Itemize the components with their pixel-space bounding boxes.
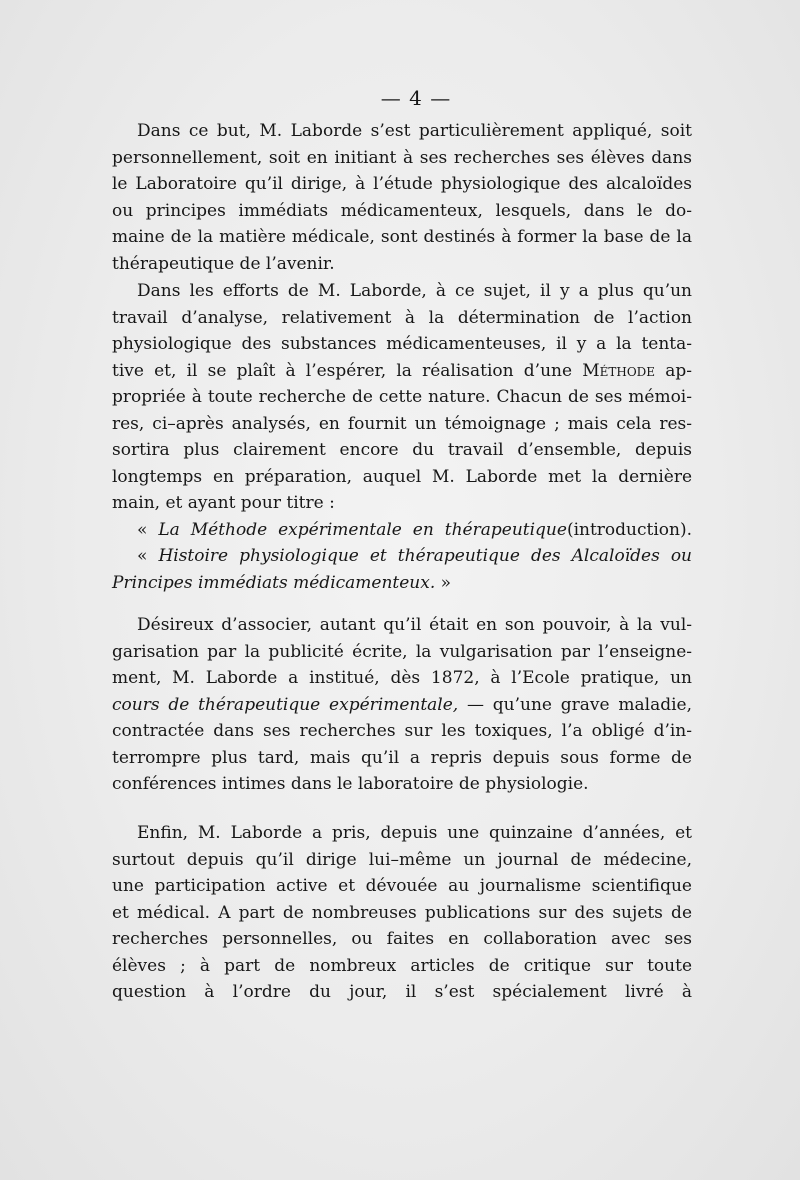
paragraph-2 [112, 278, 692, 596]
text-line: garisation par la publicité écrite, la vulgarisation par l’enseigne- [112, 641, 692, 662]
text-line: ment, M. Laborde a institué, dès 1872, à l’Ecole pratique, un [112, 668, 692, 688]
text-line: contractée dans ses recherches sur les toxiques, l’a obligé d’in- [112, 721, 692, 741]
quote-mark: « [137, 546, 159, 566]
text-line: sortira plus clairement encore du travail d’ensemble, depuis [112, 440, 692, 460]
text-line: et médical. A part de nombreuses publications sur des sujets de [112, 902, 692, 923]
text-line: res, ci–après analysés, en fournit un témoignage ; mais cela res- [112, 413, 692, 434]
text-line: personnellement, soit en initiant à ses recherches ses élèves dans [112, 147, 692, 168]
text-line: physiologique des substances médicamenteuses, il y a la tenta- [112, 334, 692, 354]
text-line: longtemps en préparation, auquel M. Laborde met la dernière [112, 466, 692, 487]
methode-small-caps: Méthode [582, 360, 656, 381]
text-line: recherches personnelles, ou faites en collaboration avec ses [112, 929, 692, 949]
text-line: élèves ; à part de nombreux articles de critique sur toute [112, 955, 692, 976]
paragraph-4 [112, 820, 692, 1006]
text-line: Dans ce but, M. Laborde s’est particulièrement appliqué, soit [137, 121, 692, 141]
title-line-methode [112, 517, 692, 544]
quote-mark: » [435, 572, 452, 593]
text-segment: ap- [655, 360, 692, 381]
paragraph-3 [112, 612, 692, 798]
text-line [112, 358, 692, 385]
text-line: Désireux d’associer, autant qu’il était en son pouvoir, à la vul- [137, 615, 692, 635]
text-line: main, et ayant pour titre : [112, 493, 335, 513]
text-line: terrompre plus tard, mais qu’il a repris depuis sous forme de [112, 747, 692, 768]
title-note: (introduction). [566, 519, 692, 540]
quote-mark: « [137, 519, 159, 540]
text-line: le Laboratoire qu’il dirige, à l’étude physiologique des alcaloïdes [112, 174, 692, 194]
text-segment: tive et, il se plaît à l’espérer, la réalisation d’une [112, 360, 583, 381]
book-title-histoire: Histoire physiologique et thérapeutique des Alcaloïdes ou [158, 546, 693, 566]
text-segment: — qu’une grave maladie, [458, 694, 693, 715]
text-line: Dans les efforts de M. Laborde, à ce sujet, il y a plus qu’un [137, 281, 692, 301]
text-line: surtout depuis qu’il dirige lui–même un journal de médecine, [112, 849, 692, 870]
text-line: ou principes immédiats médicamenteux, lesquels, dans le do- [112, 200, 692, 221]
text-line: travail d’analyse, relativement à la détermination de l’action [112, 307, 692, 328]
text-line: une participation active et dévouée au journalisme scientifique [112, 876, 692, 896]
text-line: conférences intimes dans le laboratoire de physiologie. [112, 774, 589, 794]
title-line-principes [112, 570, 692, 597]
text-line: question à l’ordre du jour, il s’est spécialement livré à [112, 982, 692, 1002]
text-line [112, 692, 692, 719]
paragraph-1 [112, 118, 692, 277]
text-line: propriée à toute recherche de cette nature. Chacun de ses mémoi- [112, 387, 692, 407]
page-number: — 4 — [380, 86, 452, 110]
course-title: cours de thérapeutique expérimentale, [112, 694, 459, 715]
book-title-methode: La Méthode expérimentale en thérapeutique [158, 519, 567, 540]
title-line-histoire [112, 543, 692, 570]
text-line: thérapeutique de l’avenir. [112, 253, 335, 274]
text-line: Enfin, M. Laborde a pris, depuis une quinzaine d’années, et [137, 823, 692, 843]
text-line: maine de la matière médicale, sont destinés à former la base de la [112, 227, 692, 247]
book-title-principes: Principes immédiats médicamenteux. [112, 572, 436, 593]
